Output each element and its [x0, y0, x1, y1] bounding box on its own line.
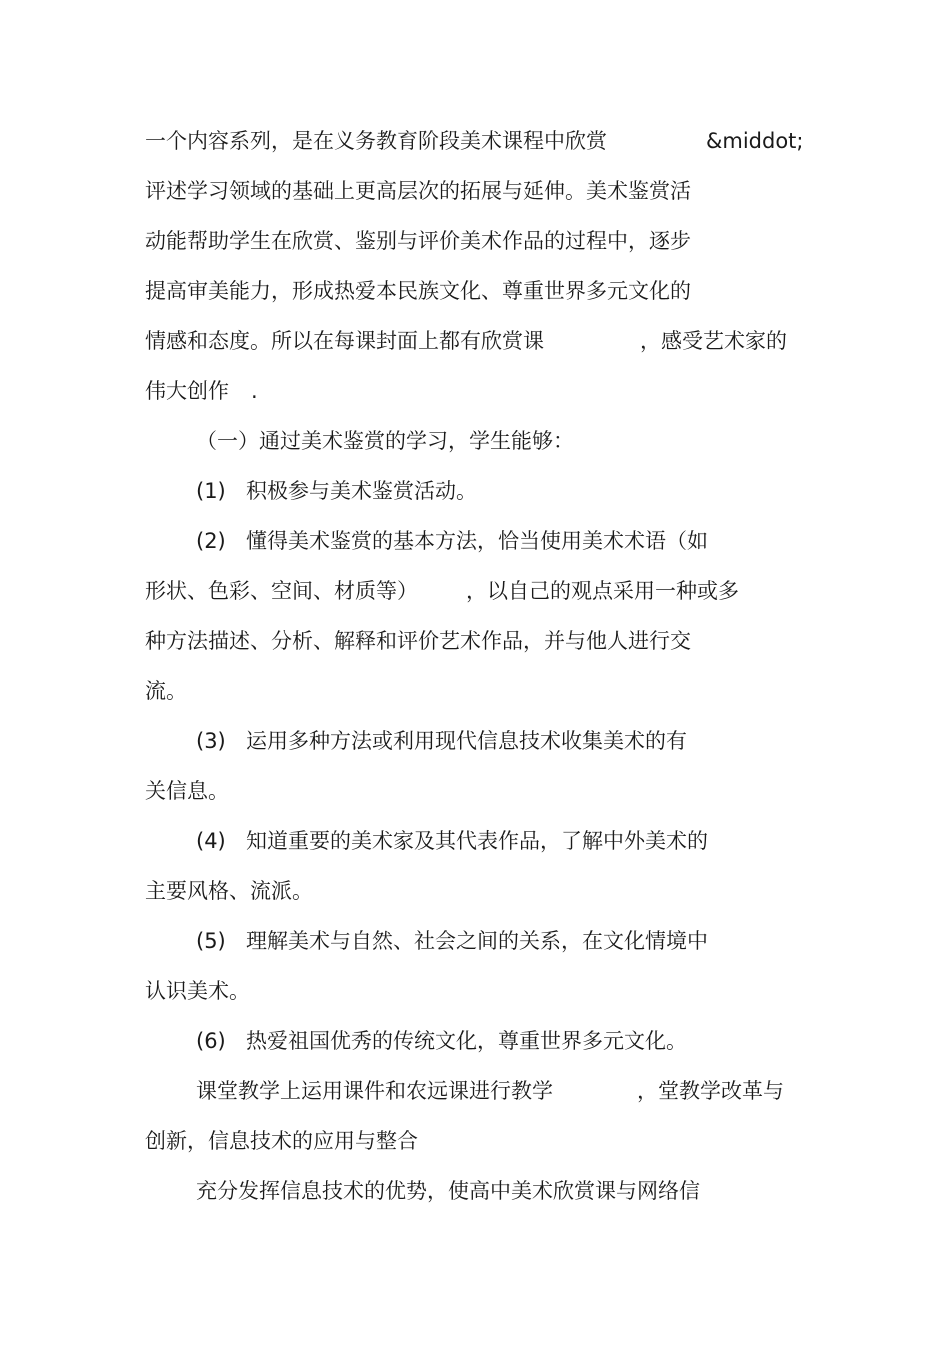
text-run: 创新，信息技术的应用与整合: [145, 1129, 418, 1153]
list-number: (4): [196, 829, 226, 853]
text-run: ，感受艺术家的: [640, 329, 787, 353]
text-line: [0, 221, 950, 261]
list-number: (6): [196, 1029, 226, 1053]
text-run: 热爱祖国优秀的传统文化，尊重世界多元文化。: [246, 1029, 687, 1053]
text-run: 形状、色彩、空间、材质等）: [145, 579, 418, 603]
text-line: [0, 1171, 950, 1211]
text-line: [0, 371, 950, 411]
text-line: [0, 871, 950, 911]
text-run: 一个内容系列，是在义务教育阶段美术课程中欣赏: [145, 129, 607, 153]
text-line: [0, 171, 950, 211]
text-run: 流。: [145, 679, 187, 703]
text-line: [0, 771, 950, 811]
text-run: 运用多种方法或利用现代信息技术收集美术的有: [246, 729, 687, 753]
text-run: 认识美术。: [145, 979, 250, 1003]
text-line: [0, 921, 950, 961]
text-line: [0, 721, 950, 761]
text-line: [0, 821, 950, 861]
list-number: (2): [196, 529, 226, 553]
text-run: （一）通过美术鉴赏的学习，学生能够：: [196, 429, 574, 453]
text-line: [0, 1021, 950, 1061]
text-run: 懂得美术鉴赏的基本方法，恰当使用美术术语（如: [246, 529, 708, 553]
text-run: 充分发挥信息技术的优势，使高中美术欣赏课与网络信: [196, 1179, 700, 1203]
text-run: 情感和态度。所以在每课封面上都有欣赏课: [145, 329, 544, 353]
text-line: [0, 471, 950, 511]
text-line: [0, 1071, 950, 1111]
text-line: [0, 271, 950, 311]
text-run: 积极参与美术鉴赏活动。: [246, 479, 477, 503]
text-run: 提高审美能力，形成热爱本民族文化、尊重世界多元文化的: [145, 279, 691, 303]
text-line: [0, 671, 950, 711]
list-number: (5): [196, 929, 226, 953]
text-run: 知道重要的美术家及其代表作品，了解中外美术的: [246, 829, 708, 853]
text-run: 评述学习领域的基础上更高层次的拓展与延伸。美术鉴赏活: [145, 179, 691, 203]
text-run: 课堂教学上运用课件和农远课进行教学: [196, 1079, 553, 1103]
text-run: &middot;: [706, 129, 804, 153]
text-line: [0, 121, 950, 161]
list-number: (3): [196, 729, 226, 753]
text-line: [0, 1121, 950, 1161]
text-run: 种方法描述、分析、解释和评价艺术作品，并与他人进行交: [145, 629, 691, 653]
text-run: 动能帮助学生在欣赏、鉴别与评价美术作品的过程中，逐步: [145, 229, 691, 253]
text-run: 主要风格、流派。: [145, 879, 313, 903]
text-line: [0, 971, 950, 1011]
text-run: .: [251, 379, 258, 403]
text-line: [0, 621, 950, 661]
text-run: ，堂教学改革与: [637, 1079, 784, 1103]
text-run: 伟大创作: [145, 379, 229, 403]
text-line: [0, 421, 950, 461]
text-run: 理解美术与自然、社会之间的关系，在文化情境中: [246, 929, 708, 953]
text-line: [0, 571, 950, 611]
text-line: [0, 321, 950, 361]
text-run: ，以自己的观点采用一种或多: [466, 579, 739, 603]
list-number: (1): [196, 479, 226, 503]
text-run: 关信息。: [145, 779, 229, 803]
text-line: [0, 521, 950, 561]
